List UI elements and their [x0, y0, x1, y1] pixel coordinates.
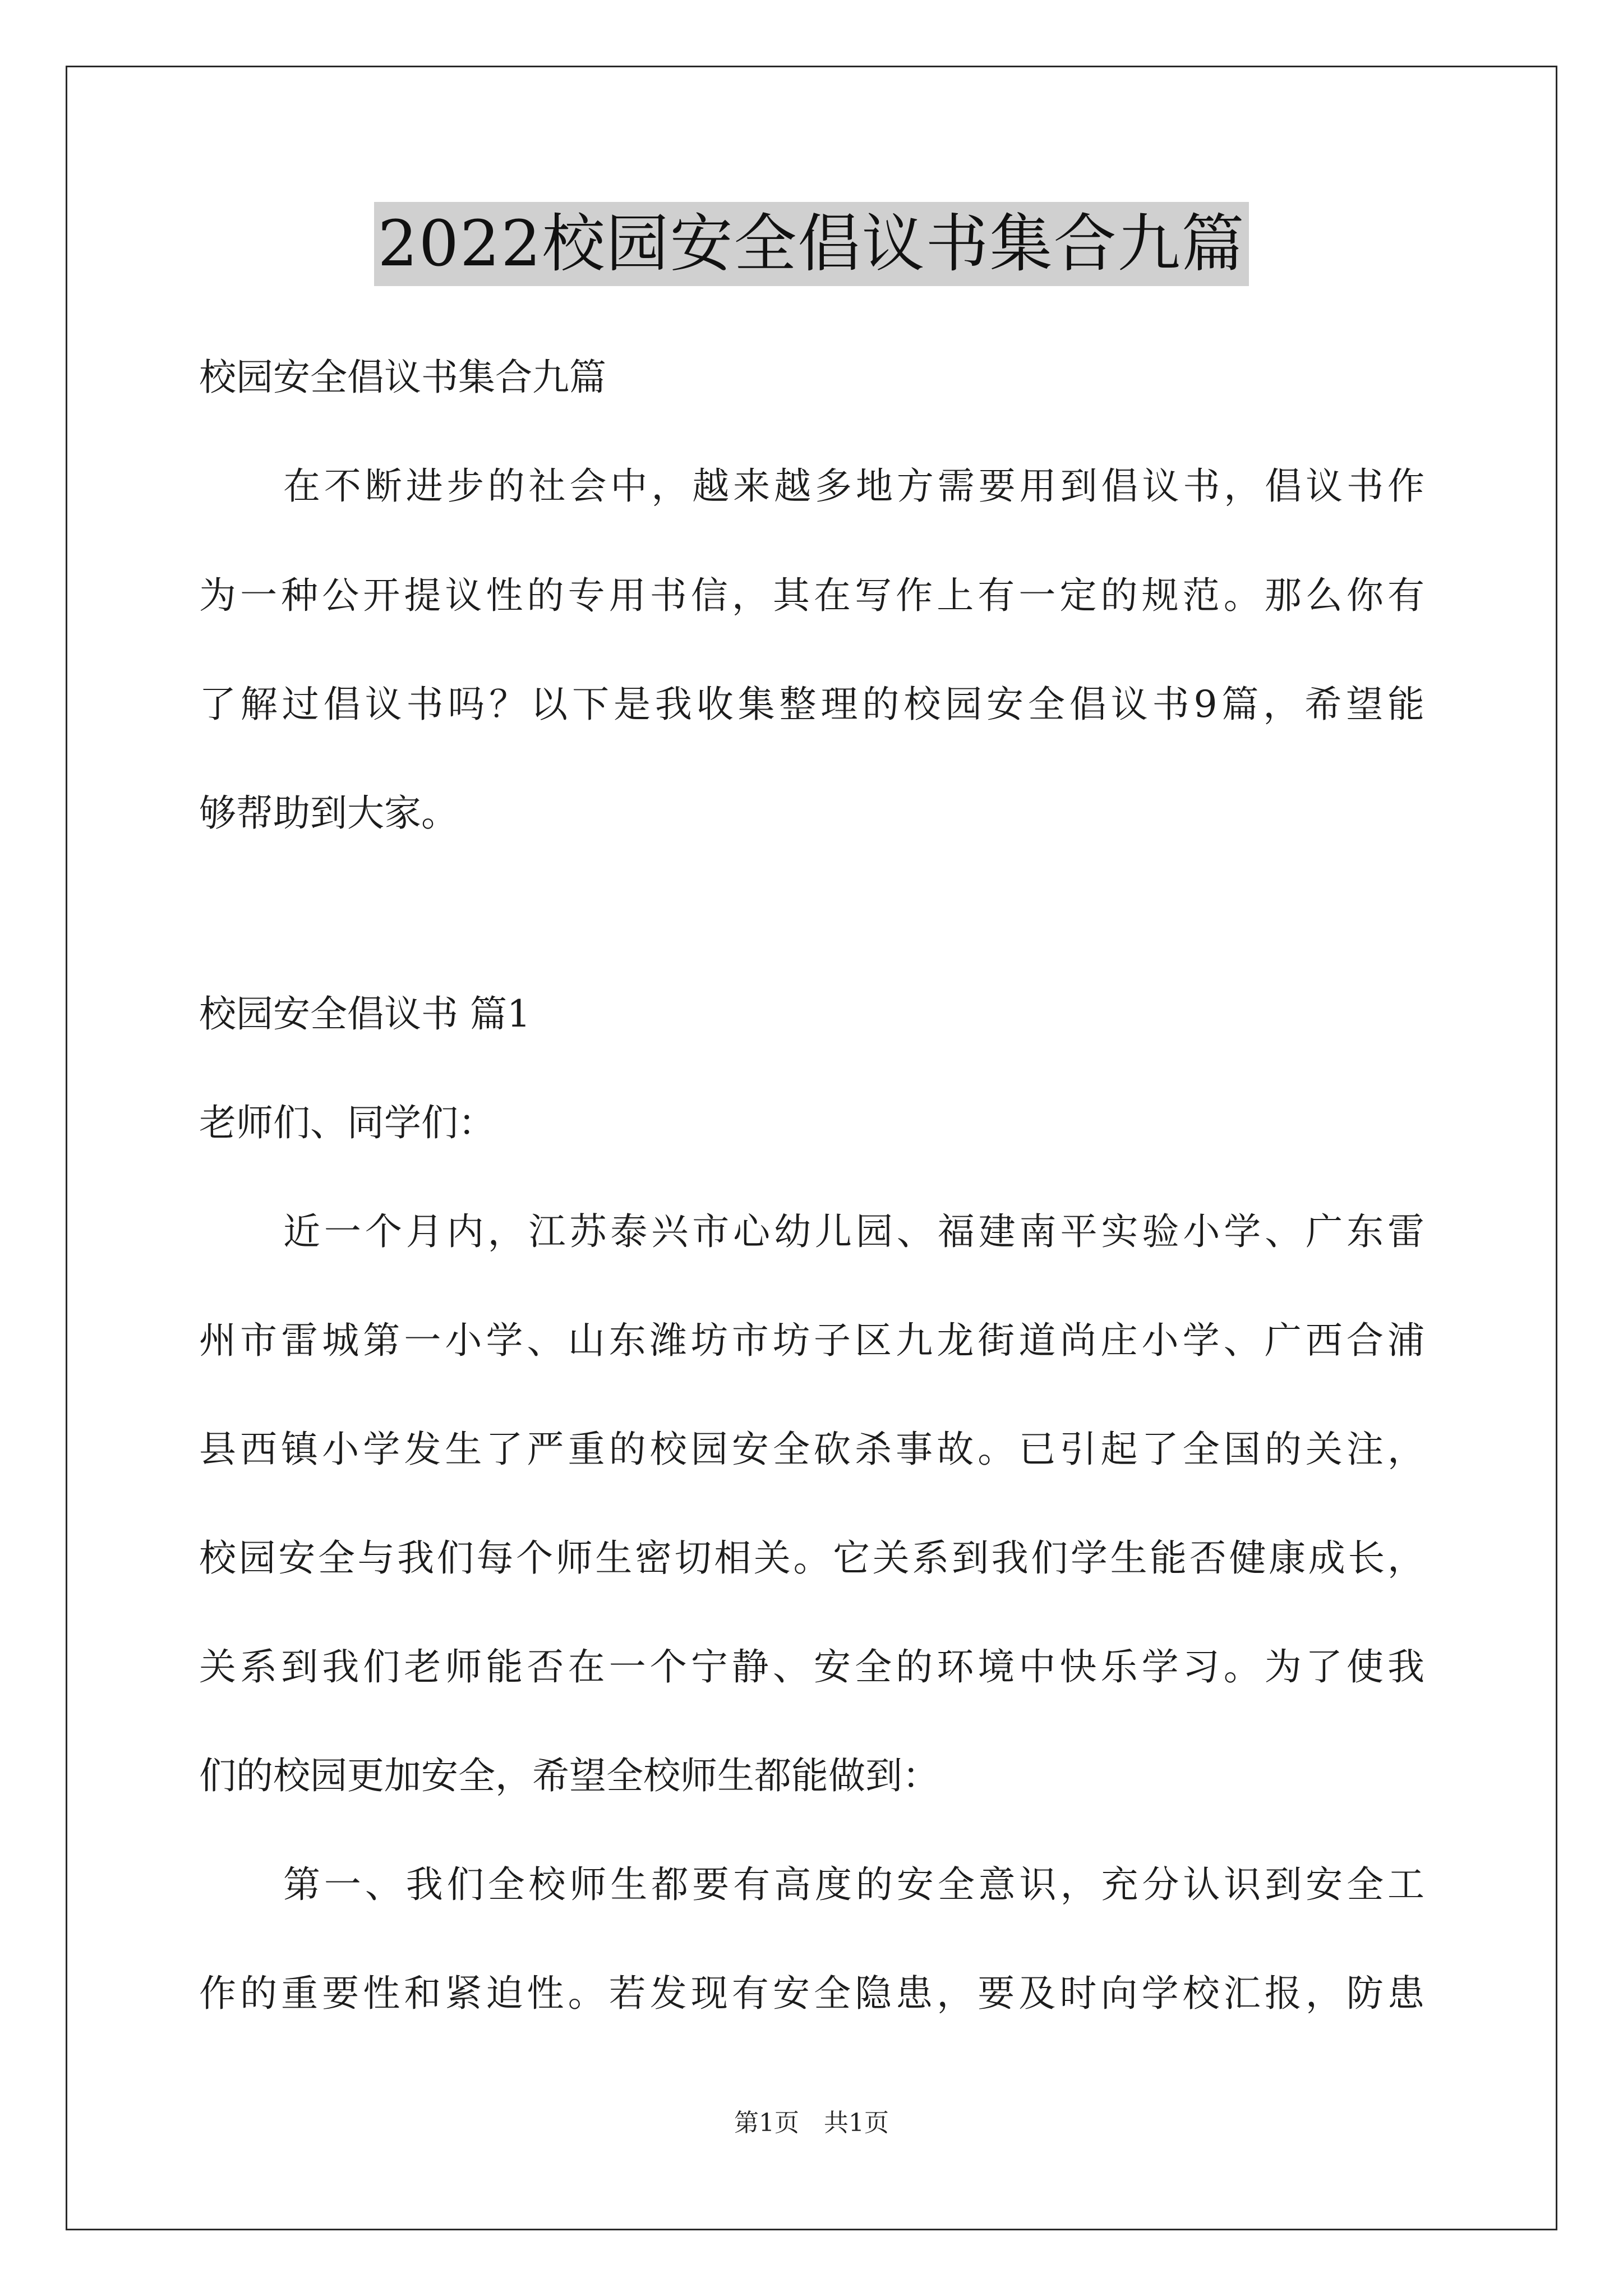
intro-line-3: 了解过倡议书吗？以下是我收集整理的校园安全倡议书9篇，希望能: [199, 683, 1424, 726]
body-line-1: 近一个月内，江苏泰兴市心幼儿园、福建南平实验小学、广东雷: [283, 1210, 1424, 1253]
body-line-4: 校园安全与我们每个师生密切相关。它关系到我们学生能否健康成长，: [199, 1536, 1424, 1580]
section-heading: 校园安全倡议书 篇1: [199, 992, 531, 1036]
page-number-current: 第1页: [734, 2109, 799, 2137]
page-number-total: 共1页: [824, 2109, 889, 2137]
point-line-2: 作的重要性和紧迫性。若发现有安全隐患，要及时向学校汇报，防患: [199, 1972, 1424, 2015]
intro-line-4: 够帮助到大家。: [199, 792, 458, 835]
body-line-2: 州市雷城第一小学、山东潍坊市坊子区九龙街道尚庄小学、广西合浦: [199, 1319, 1424, 1362]
title-container: [0, 202, 1623, 286]
intro-line-2: 为一种公开提议性的专用书信，其在写作上有一定的规范。那么你有: [199, 574, 1424, 617]
body-line-6: 们的校园更加安全，希望全校师生都能做到：: [199, 1754, 939, 1797]
document-subtitle: 校园安全倡议书集合九篇: [199, 356, 606, 399]
point-line-1: 第一、我们全校师生都要有高度的安全意识，充分认识到安全工: [283, 1863, 1424, 1906]
body-line-5: 关系到我们老师能否在一个宁静、安全的环境中快乐学习。为了使我: [199, 1645, 1424, 1688]
page-footer: [0, 2106, 1623, 2140]
body-line-3: 县西镇小学发生了严重的校园安全砍杀事故。已引起了全国的关注，: [199, 1428, 1424, 1471]
salutation: 老师们、同学们：: [199, 1101, 495, 1144]
document-title: 2022校园安全倡议书集合九篇: [374, 202, 1248, 286]
intro-line-1: 在不断进步的社会中，越来越多地方需要用到倡议书，倡议书作: [283, 464, 1424, 508]
